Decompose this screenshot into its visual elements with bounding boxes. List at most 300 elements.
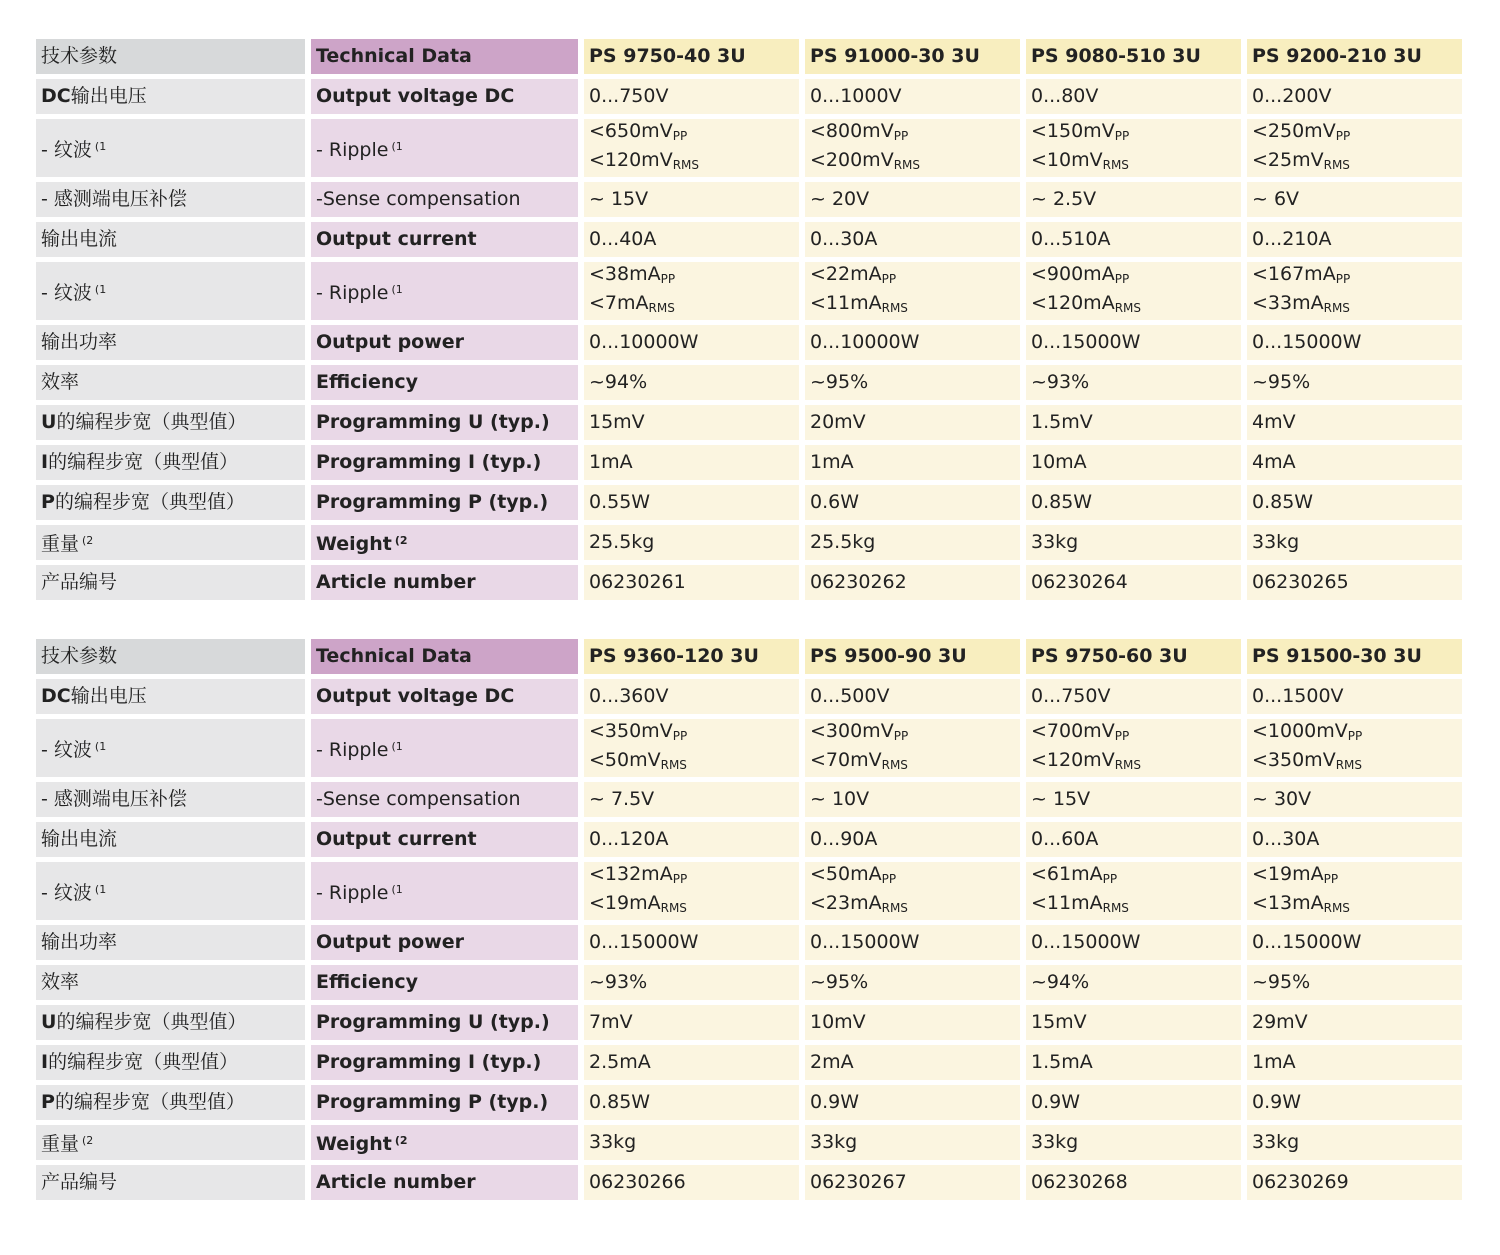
- label-zh-text: - 纹波: [41, 881, 92, 904]
- value-text: 15mV: [1031, 1011, 1087, 1033]
- label-zh-text: 输出电压: [70, 685, 147, 707]
- value-cell: [1026, 679, 1241, 714]
- label-zh-text: 输出电压: [70, 85, 147, 107]
- value-cell: [1026, 822, 1241, 857]
- table-row: [36, 719, 1462, 777]
- label-en: [311, 679, 578, 714]
- value-text: 1mA: [810, 451, 854, 473]
- label-zh-text: 的编程步宽（典型值）: [56, 1011, 247, 1033]
- value-text: ~94%: [1031, 971, 1090, 993]
- model-header: [1247, 639, 1462, 674]
- ripple-pp-value: <350mV: [589, 720, 673, 742]
- ripple-pp: [1031, 262, 1241, 291]
- table-row: [36, 822, 1462, 857]
- value-text: ~95%: [1252, 371, 1311, 393]
- label-zh: [36, 925, 305, 960]
- value-cell: [805, 1125, 1020, 1160]
- ripple-rms-value: <13mA: [1252, 892, 1324, 914]
- value-cell: [584, 485, 799, 520]
- value-text: 0...30A: [810, 228, 878, 250]
- value-text: ~95%: [1252, 971, 1311, 993]
- ripple-pp: [1031, 862, 1241, 891]
- subscript-pp: PP: [1347, 729, 1363, 743]
- value-text: 0...10000W: [810, 331, 920, 353]
- header-en: [311, 639, 578, 674]
- value-cell: [805, 925, 1020, 960]
- label-zh-latin: DC: [41, 685, 71, 707]
- value-text: ~94%: [589, 371, 648, 393]
- spec-table-1: [30, 34, 1468, 605]
- value-text: 33kg: [1252, 531, 1300, 553]
- value-text: 33kg: [1031, 1131, 1079, 1153]
- ripple-rms: [589, 148, 799, 177]
- ripple-rms: [1031, 891, 1241, 920]
- value-text: 0...90A: [810, 828, 878, 850]
- ripple-pp: [589, 119, 799, 148]
- value-cell: [805, 262, 1020, 320]
- label-en: [311, 782, 578, 817]
- table-row: [36, 485, 1462, 520]
- subscript-rms: RMS: [1323, 158, 1350, 172]
- footnote-marker: (1: [391, 739, 403, 753]
- label-en-text: -Sense compensation: [316, 188, 521, 210]
- label-en-text: Programming U (typ.): [316, 1011, 550, 1033]
- label-en: [311, 925, 578, 960]
- label-en-text: Weight: [316, 533, 392, 555]
- subscript-rms: RMS: [881, 901, 908, 915]
- value-cell: [805, 1165, 1020, 1200]
- ripple-rms-value: <25mV: [1252, 149, 1324, 171]
- ripple-pp: [1252, 862, 1462, 891]
- value-cell: [1026, 1125, 1241, 1160]
- subscript-pp: PP: [881, 872, 897, 886]
- value-text: ~ 2.5V: [1031, 188, 1097, 210]
- label-en: [311, 222, 578, 257]
- value-cell: [1247, 1005, 1462, 1040]
- subscript-rms: RMS: [1114, 758, 1142, 772]
- value-cell: [1247, 79, 1462, 114]
- value-cell: [1247, 679, 1462, 714]
- value-cell: [1026, 79, 1241, 114]
- header-zh: [36, 639, 305, 674]
- value-cell: [805, 862, 1020, 920]
- value-cell: [1247, 1045, 1462, 1080]
- value-text: 06230264: [1031, 571, 1128, 593]
- label-zh: [36, 1005, 305, 1040]
- value-cell: [584, 679, 799, 714]
- footnote-marker: (1: [94, 139, 107, 153]
- label-zh-text: 的编程步宽（典型值）: [48, 451, 239, 473]
- footnote-marker: (2: [394, 1134, 408, 1147]
- value-cell: [805, 365, 1020, 400]
- label-en: [311, 822, 578, 857]
- ripple-rms-value: <19mA: [589, 892, 661, 914]
- value-text: ~95%: [810, 371, 869, 393]
- ripple-pp-value: <22mA: [810, 263, 882, 285]
- footnote-marker: (1: [94, 739, 107, 753]
- label-en: [311, 862, 578, 920]
- ripple-pp: [1252, 262, 1462, 291]
- value-text: 0...360V: [589, 685, 669, 707]
- value-cell: [584, 1045, 799, 1080]
- ripple-rms-value: <120mV: [589, 149, 673, 171]
- value-text: 29mV: [1252, 1011, 1308, 1033]
- value-text: 0...15000W: [1031, 331, 1141, 353]
- label-en-text: Programming U (typ.): [316, 411, 550, 433]
- value-cell: [584, 445, 799, 480]
- subscript-rms: RMS: [648, 301, 675, 315]
- model-header: [1026, 39, 1241, 74]
- footnote-marker: (2: [82, 534, 94, 547]
- value-text: 7mV: [589, 1011, 633, 1033]
- ripple-pp: [589, 719, 799, 748]
- footnote-marker: (2: [394, 534, 408, 547]
- label-zh-latin: U: [41, 411, 57, 433]
- value-text: 06230268: [1031, 1171, 1128, 1193]
- value-text: 06230261: [589, 571, 686, 593]
- table-row: [36, 262, 1462, 320]
- value-text: 06230266: [589, 1171, 686, 1193]
- value-text: 0...750V: [1031, 685, 1111, 707]
- value-text: 33kg: [1031, 531, 1079, 553]
- ripple-pp-value: <61mA: [1031, 863, 1103, 885]
- table-row: [36, 1005, 1462, 1040]
- subscript-pp: PP: [1102, 872, 1118, 886]
- value-text: ~95%: [810, 971, 869, 993]
- label-zh: [36, 1165, 305, 1200]
- header-en-text: Technical Data: [316, 45, 472, 67]
- value-text: 0...1000V: [810, 85, 902, 107]
- ripple-pp-value: <800mV: [810, 120, 894, 142]
- header-en-text: Technical Data: [316, 645, 472, 667]
- ripple-pp-value: <132mA: [589, 863, 673, 885]
- value-cell: [1247, 862, 1462, 920]
- subscript-rms: RMS: [660, 758, 687, 772]
- label-zh-text: 效率: [41, 971, 80, 993]
- ripple-pp: [1031, 119, 1241, 148]
- value-cell: [584, 1005, 799, 1040]
- label-zh-latin: U: [41, 1011, 57, 1033]
- model-header: [1026, 639, 1241, 674]
- label-en-text: Article number: [316, 571, 476, 593]
- label-zh: [36, 325, 305, 360]
- label-en-text: Output current: [316, 828, 477, 850]
- subscript-pp: PP: [672, 729, 688, 743]
- value-cell: [805, 222, 1020, 257]
- model-name: PS 9080-510 3U: [1031, 45, 1201, 67]
- value-cell: [584, 119, 799, 177]
- label-zh-text: 产品编号: [41, 571, 118, 593]
- value-cell: [1026, 1045, 1241, 1080]
- label-zh: [36, 565, 305, 600]
- value-cell: [805, 405, 1020, 440]
- value-text: 06230262: [810, 571, 907, 593]
- ripple-pp: [589, 862, 799, 891]
- label-zh: [36, 822, 305, 857]
- value-cell: [805, 325, 1020, 360]
- ripple-rms-value: <350mV: [1252, 749, 1336, 771]
- value-cell: [805, 1005, 1020, 1040]
- label-zh: [36, 679, 305, 714]
- value-cell: [1247, 405, 1462, 440]
- table-row: [36, 222, 1462, 257]
- value-cell: [1247, 119, 1462, 177]
- label-en-text: Output voltage DC: [316, 685, 515, 707]
- label-en: [311, 182, 578, 217]
- model-name: PS 91000-30 3U: [810, 45, 980, 67]
- label-en: [311, 1125, 578, 1160]
- table-row: [36, 782, 1462, 817]
- model-header: [1247, 39, 1462, 74]
- subscript-rms: RMS: [1323, 301, 1350, 315]
- model-name: PS 9750-40 3U: [589, 45, 746, 67]
- ripple-rms: [1031, 148, 1241, 177]
- value-text: ~ 15V: [589, 188, 649, 210]
- ripple-pp-value: <19mA: [1252, 863, 1324, 885]
- subscript-rms: RMS: [660, 901, 687, 915]
- label-zh-text: 输出电流: [41, 228, 118, 250]
- ripple-pp-value: <700mV: [1031, 720, 1115, 742]
- label-en-text: Article number: [316, 1171, 476, 1193]
- subscript-rms: RMS: [1335, 758, 1363, 772]
- table-row: [36, 965, 1462, 1000]
- value-text: 0...60A: [1031, 828, 1099, 850]
- value-cell: [584, 1125, 799, 1160]
- value-text: 1mA: [589, 451, 633, 473]
- table-row: [36, 679, 1462, 714]
- subscript-pp: PP: [1323, 872, 1339, 886]
- table-row: [36, 565, 1462, 600]
- label-en-text: - Ripple: [316, 881, 389, 904]
- label-en: [311, 1085, 578, 1120]
- label-en-text: Programming P (typ.): [316, 1091, 549, 1113]
- label-zh-latin: DC: [41, 85, 71, 107]
- label-zh: [36, 262, 305, 320]
- table-row: [36, 1125, 1462, 1160]
- value-text: 0...210A: [1252, 228, 1332, 250]
- label-zh-latin: P: [41, 1091, 55, 1113]
- ripple-pp-value: <300mV: [810, 720, 894, 742]
- value-cell: [584, 565, 799, 600]
- table-row: [36, 119, 1462, 177]
- subscript-rms: RMS: [1102, 158, 1129, 172]
- label-en-text: - Ripple: [316, 738, 389, 761]
- value-cell: [1026, 1085, 1241, 1120]
- value-cell: [1247, 445, 1462, 480]
- value-text: 0...510A: [1031, 228, 1111, 250]
- table-row: [36, 1085, 1462, 1120]
- header-zh: [36, 39, 305, 74]
- label-zh-text: - 纹波: [41, 738, 92, 761]
- value-text: 0.85W: [1031, 491, 1093, 513]
- value-cell: [805, 822, 1020, 857]
- label-zh: [36, 405, 305, 440]
- value-text: ~ 10V: [810, 788, 870, 810]
- value-cell: [805, 485, 1020, 520]
- label-en: [311, 485, 578, 520]
- value-cell: [584, 325, 799, 360]
- value-cell: [1026, 565, 1241, 600]
- table-row: [36, 1165, 1462, 1200]
- ripple-rms: [1031, 291, 1241, 320]
- value-text: 33kg: [810, 1131, 858, 1153]
- ripple-rms-value: <11mA: [810, 292, 882, 314]
- label-zh-text: 输出电流: [41, 828, 118, 850]
- model-header: [805, 639, 1020, 674]
- label-zh-latin: I: [41, 451, 49, 473]
- value-text: 33kg: [589, 1131, 637, 1153]
- value-cell: [584, 365, 799, 400]
- value-cell: [805, 79, 1020, 114]
- label-en-text: Output power: [316, 931, 465, 953]
- label-zh-text: 输出功率: [41, 931, 118, 953]
- value-cell: [584, 782, 799, 817]
- value-cell: [805, 565, 1020, 600]
- value-cell: [584, 925, 799, 960]
- label-zh: [36, 365, 305, 400]
- table-row: [36, 862, 1462, 920]
- value-text: ~ 7.5V: [589, 788, 655, 810]
- value-cell: [1247, 1165, 1462, 1200]
- label-zh: [36, 782, 305, 817]
- subscript-pp: PP: [1114, 729, 1130, 743]
- ripple-rms-value: <50mV: [589, 749, 661, 771]
- table-row: [36, 79, 1462, 114]
- label-zh: [36, 445, 305, 480]
- value-text: 1.5mV: [1031, 411, 1093, 433]
- label-zh-text: 的编程步宽（典型值）: [56, 411, 247, 433]
- value-cell: [1247, 325, 1462, 360]
- value-text: 0...15000W: [1031, 931, 1141, 953]
- value-cell: [1247, 965, 1462, 1000]
- value-cell: [805, 965, 1020, 1000]
- value-cell: [805, 1045, 1020, 1080]
- ripple-pp-value: <900mA: [1031, 263, 1115, 285]
- ripple-pp-value: <167mA: [1252, 263, 1336, 285]
- value-text: 4mV: [1252, 411, 1296, 433]
- model-name: PS 9360-120 3U: [589, 645, 759, 667]
- ripple-rms-value: <23mA: [810, 892, 882, 914]
- label-zh-text: 的编程步宽（典型值）: [54, 491, 245, 513]
- ripple-rms: [1252, 148, 1462, 177]
- value-cell: [1026, 1005, 1241, 1040]
- model-header: [805, 39, 1020, 74]
- spec-table-2: [30, 634, 1468, 1205]
- value-cell: [1026, 525, 1241, 560]
- ripple-rms: [589, 891, 799, 920]
- value-text: 0...500V: [810, 685, 890, 707]
- label-en-text: Output current: [316, 228, 477, 250]
- header-row: [36, 639, 1462, 674]
- value-cell: [1247, 222, 1462, 257]
- ripple-rms-value: <33mA: [1252, 292, 1324, 314]
- value-text: 0.6W: [810, 491, 860, 513]
- value-cell: [805, 1085, 1020, 1120]
- value-cell: [1247, 925, 1462, 960]
- ripple-rms: [810, 148, 1020, 177]
- model-header: [584, 639, 799, 674]
- subscript-pp: PP: [881, 272, 897, 286]
- label-zh-text: 产品编号: [41, 1171, 118, 1193]
- value-text: 1mA: [1252, 1051, 1296, 1073]
- value-text: 0...1500V: [1252, 685, 1344, 707]
- label-en-text: - Ripple: [316, 138, 389, 161]
- value-text: 10mV: [810, 1011, 866, 1033]
- value-cell: [1026, 719, 1241, 777]
- label-zh: [36, 719, 305, 777]
- label-zh-text: 重量: [41, 1133, 80, 1155]
- value-text: 0...80V: [1031, 85, 1099, 107]
- value-text: 0...30A: [1252, 828, 1320, 850]
- value-cell: [1026, 119, 1241, 177]
- value-cell: [1247, 822, 1462, 857]
- value-cell: [584, 862, 799, 920]
- model-name: PS 91500-30 3U: [1252, 645, 1422, 667]
- subscript-pp: PP: [893, 729, 909, 743]
- footnote-marker: (2: [82, 1134, 94, 1147]
- value-text: 10mA: [1031, 451, 1087, 473]
- value-cell: [1247, 782, 1462, 817]
- value-text: 1.5mA: [1031, 1051, 1093, 1073]
- value-cell: [805, 525, 1020, 560]
- label-zh-text: 的编程步宽（典型值）: [54, 1091, 245, 1113]
- value-cell: [584, 1085, 799, 1120]
- value-text: ~ 20V: [810, 188, 870, 210]
- value-text: 0...10000W: [589, 331, 699, 353]
- subscript-rms: RMS: [1102, 901, 1129, 915]
- ripple-rms-value: <70mV: [810, 749, 882, 771]
- table-row: [36, 1045, 1462, 1080]
- value-cell: [1026, 365, 1241, 400]
- model-header: [584, 39, 799, 74]
- footnote-marker: (1: [391, 282, 403, 296]
- label-en-text: Weight: [316, 1133, 392, 1155]
- label-zh-text: 重量: [41, 533, 80, 555]
- subscript-rms: RMS: [893, 158, 921, 172]
- value-cell: [1247, 1125, 1462, 1160]
- value-cell: [1247, 365, 1462, 400]
- value-text: 0.55W: [589, 491, 651, 513]
- value-cell: [1026, 182, 1241, 217]
- label-zh: [36, 485, 305, 520]
- value-text: 06230265: [1252, 571, 1349, 593]
- label-zh: [36, 1045, 305, 1080]
- label-zh: [36, 182, 305, 217]
- footnote-marker: (1: [391, 882, 403, 896]
- value-cell: [1247, 1085, 1462, 1120]
- value-cell: [584, 79, 799, 114]
- value-text: 0...750V: [589, 85, 669, 107]
- ripple-pp-value: <250mV: [1252, 120, 1336, 142]
- value-text: 0.9W: [1031, 1091, 1081, 1113]
- value-cell: [584, 405, 799, 440]
- table-row: [36, 182, 1462, 217]
- label-zh: [36, 79, 305, 114]
- ripple-rms: [810, 291, 1020, 320]
- value-text: 25.5kg: [589, 531, 655, 553]
- label-en-text: Output voltage DC: [316, 85, 515, 107]
- table-row: [36, 925, 1462, 960]
- subscript-pp: PP: [1335, 129, 1351, 143]
- value-cell: [584, 719, 799, 777]
- ripple-pp-value: <1000mV: [1252, 720, 1348, 742]
- value-text: 2.5mA: [589, 1051, 651, 1073]
- value-cell: [1026, 1165, 1241, 1200]
- ripple-rms: [1252, 891, 1462, 920]
- ripple-pp-value: <650mV: [589, 120, 673, 142]
- label-zh: [36, 1085, 305, 1120]
- ripple-rms-value: <120mV: [1031, 749, 1115, 771]
